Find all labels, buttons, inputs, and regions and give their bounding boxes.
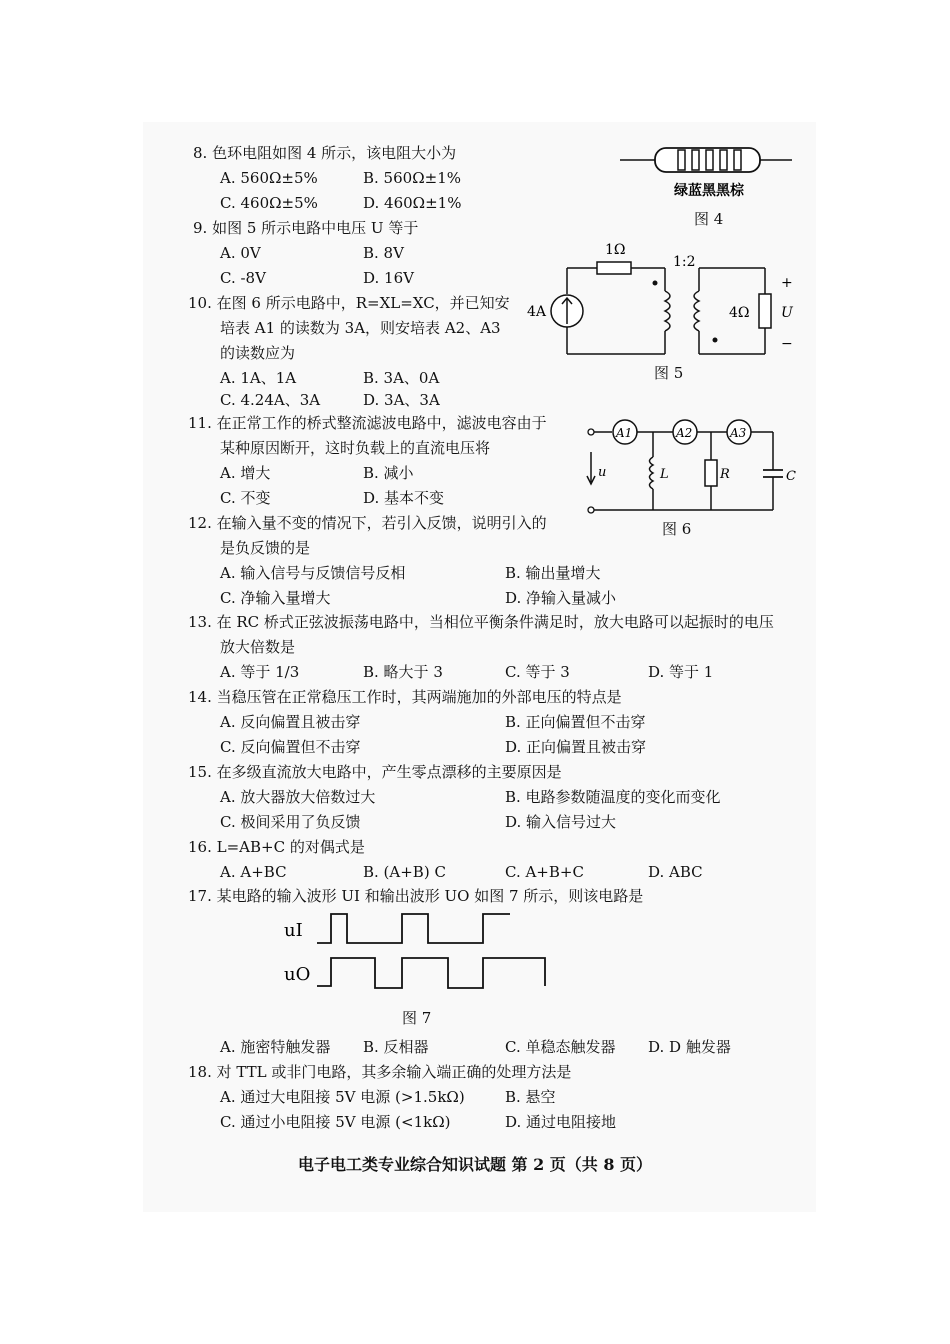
q12-option-b: B. 输出量增大 bbox=[505, 564, 601, 582]
q12-stem-line2: 是负反馈的是 bbox=[220, 539, 311, 557]
q10-option-d: D. 3A、3A bbox=[363, 391, 440, 409]
fig6-caption: 图 6 bbox=[662, 520, 692, 538]
q16-stem: 16. L=AB+C 的对偶式是 bbox=[188, 838, 365, 856]
q10-stem-line3: 的读数应为 bbox=[220, 344, 296, 362]
q12-option-a: A. 输入信号与反馈信号反相 bbox=[220, 564, 406, 582]
q15-option-b: B. 电路参数随温度的变化而变化 bbox=[505, 788, 721, 806]
q9-option-d: D. 16V bbox=[363, 269, 414, 287]
q13-stem-line2: 放大倍数是 bbox=[220, 638, 296, 656]
fig4-color-label: 绿蓝黑黑棕 bbox=[674, 183, 744, 199]
q18-option-b: B. 悬空 bbox=[505, 1088, 556, 1106]
fig5-minus-label: − bbox=[781, 336, 793, 352]
q10-option-c: C. 4.24A、3A bbox=[220, 391, 321, 409]
fig6-voltage-label: u bbox=[598, 465, 607, 480]
q11-option-d: D. 基本不变 bbox=[363, 489, 445, 507]
q10-stem-line1: 10. 在图 6 所示电路中，R=XL=XC，并已知安 bbox=[188, 294, 510, 312]
q9-stem: 9. 如图 5 所示电路中电压 U 等于 bbox=[193, 219, 419, 237]
q13-option-c: C. 等于 3 bbox=[505, 663, 570, 681]
q14-option-a: A. 反向偏置且被击穿 bbox=[220, 713, 361, 731]
figure-5-circuit bbox=[525, 236, 800, 366]
q15-option-d: D. 输入信号过大 bbox=[505, 813, 617, 831]
q16-option-a: A. A+BC bbox=[220, 863, 287, 881]
q8-stem: 8. 色环电阻如图 4 所示，该电阻大小为 bbox=[193, 144, 457, 162]
q8-option-d: D. 460Ω±1% bbox=[363, 194, 462, 212]
q17-stem: 17. 某电路的输入波形 UI 和输出波形 UO 如图 7 所示，则该电路是 bbox=[188, 887, 644, 905]
q18-option-d: D. 通过电阻接地 bbox=[505, 1113, 617, 1131]
fig7-caption: 图 7 bbox=[402, 1009, 432, 1027]
q9-option-a: A. 0V bbox=[220, 244, 261, 262]
q18-stem: 18. 对 TTL 或非门电路，其多余输入端正确的处理方法是 bbox=[188, 1063, 572, 1081]
q15-option-a: A. 放大器放大倍数过大 bbox=[220, 788, 376, 806]
page-footer: 电子电工类专业综合知识试题 第 2 页（共 8 页） bbox=[297, 1155, 653, 1174]
fig6-ammeter-a3: A3 bbox=[730, 426, 747, 440]
q14-stem: 14. 当稳压管在正常稳压工作时，其两端施加的外部电压的特点是 bbox=[188, 688, 622, 706]
q16-option-d: D. ABC bbox=[648, 863, 703, 881]
fig5-resistor-label: 1Ω bbox=[605, 242, 626, 258]
fig5-source-label: 4A bbox=[527, 304, 547, 320]
q8-option-c: C. 460Ω±5% bbox=[220, 194, 318, 212]
figure-4-resistor bbox=[620, 140, 795, 200]
q16-option-b: B. (A+B) C bbox=[363, 863, 446, 881]
q17-option-d: D. D 触发器 bbox=[648, 1038, 731, 1056]
q14-option-b: B. 正向偏置但不击穿 bbox=[505, 713, 646, 731]
q17-option-b: B. 反相器 bbox=[363, 1038, 429, 1056]
q11-stem-line2: 某种原因断开，这时负载上的直流电压将 bbox=[220, 439, 491, 457]
fig6-capacitor-label: C bbox=[786, 469, 796, 484]
q18-option-c: C. 通过小电阻接 5V 电源 (<1kΩ) bbox=[220, 1113, 451, 1131]
q9-option-c: C. -8V bbox=[220, 269, 266, 287]
q13-option-d: D. 等于 1 bbox=[648, 663, 714, 681]
q17-option-c: C. 单稳态触发器 bbox=[505, 1038, 616, 1056]
q9-option-b: B. 8V bbox=[363, 244, 404, 262]
q11-option-b: B. 减小 bbox=[363, 464, 414, 482]
figure-7-waveforms bbox=[280, 908, 550, 998]
fig5-ratio-label: 1:2 bbox=[673, 254, 696, 270]
q13-stem-line1: 13. 在 RC 桥式正弦波振荡电路中，当相位平衡条件满足时，放大电路可以起振时的电压 bbox=[188, 613, 774, 631]
q11-option-a: A. 增大 bbox=[220, 464, 271, 482]
q12-option-d: D. 净输入量减小 bbox=[505, 589, 617, 607]
q13-option-b: B. 略大于 3 bbox=[363, 663, 443, 681]
q8-option-b: B. 560Ω±1% bbox=[363, 169, 461, 187]
fig7-input-label: uI bbox=[284, 920, 303, 941]
q15-option-c: C. 极间采用了负反馈 bbox=[220, 813, 361, 831]
fig6-ammeter-a2: A2 bbox=[676, 426, 693, 440]
q12-option-c: C. 净输入量增大 bbox=[220, 589, 331, 607]
q11-stem-line1: 11. 在正常工作的桥式整流滤波电路中，滤波电容由于 bbox=[188, 414, 547, 432]
q10-option-b: B. 3A、0A bbox=[363, 369, 440, 387]
fig6-resistor-label: R bbox=[720, 467, 730, 482]
q16-option-c: C. A+B+C bbox=[505, 863, 584, 881]
q18-option-a: A. 通过大电阻接 5V 电源 (>1.5kΩ) bbox=[220, 1088, 465, 1106]
fig5-voltage-label: U bbox=[781, 305, 793, 321]
q11-option-c: C. 不变 bbox=[220, 489, 271, 507]
q8-option-a: A. 560Ω±5% bbox=[220, 169, 318, 187]
fig5-load-label: 4Ω bbox=[729, 305, 750, 321]
fig6-ammeter-a1: A1 bbox=[616, 426, 633, 440]
figure-6-circuit bbox=[583, 412, 798, 527]
q15-stem: 15. 在多级直流放大电路中，产生零点漂移的主要原因是 bbox=[188, 763, 562, 781]
q10-option-a: A. 1A、1A bbox=[220, 369, 297, 387]
fig7-output-label: uO bbox=[284, 964, 311, 985]
fig4-caption: 图 4 bbox=[694, 210, 724, 228]
q12-stem-line1: 12. 在输入量不变的情况下，若引入反馈，说明引入的 bbox=[188, 514, 547, 532]
q13-option-a: A. 等于 1/3 bbox=[220, 663, 300, 681]
q17-option-a: A. 施密特触发器 bbox=[220, 1038, 331, 1056]
q14-option-d: D. 正向偏置且被击穿 bbox=[505, 738, 647, 756]
fig5-caption: 图 5 bbox=[654, 364, 684, 382]
q14-option-c: C. 反向偏置但不击穿 bbox=[220, 738, 361, 756]
fig5-plus-label: + bbox=[781, 275, 793, 291]
fig6-inductor-label: L bbox=[660, 467, 669, 482]
q10-stem-line2: 培表 A1 的读数为 3A，则安培表 A2、A3 bbox=[220, 319, 501, 337]
